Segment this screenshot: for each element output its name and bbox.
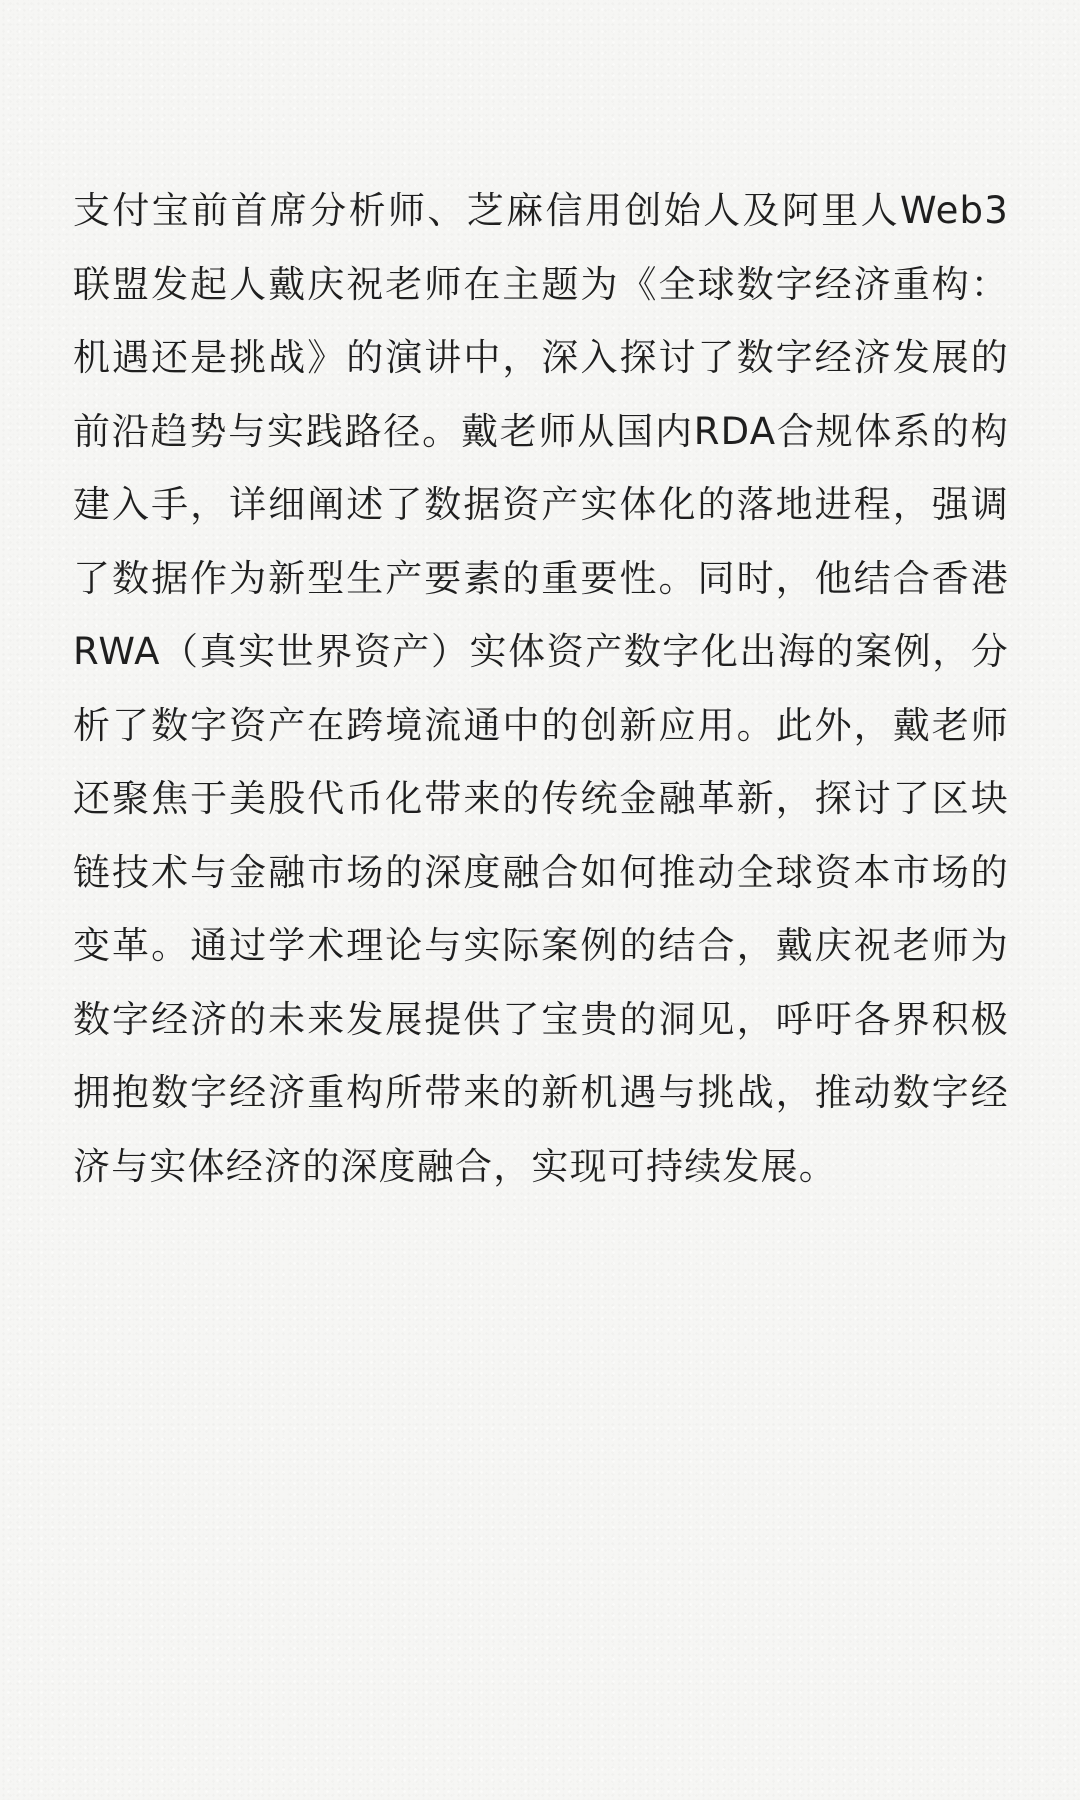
article-body: 支付宝前首席分析师、芝麻信用创始人及阿里人Web3联盟发起人戴庆祝老师在主题为《全球数字经济重构：机遇还是挑战》的演讲中，深入探讨了数字经济发展的前沿趋势与实践路径。戴老师从国内RDA合规体系的构建入手，详细阐述了数据资产实体化的落地进程，强调了数据作为新型生产要素的重要性。同时，他结合香港RWA（真实世界资产）实体资产数字化出海的案例，分析了数字资产在跨境流通中的创新应用。此外，戴老师还聚焦于美股代币化带来的传统金融革新，探讨了区块链技术与金融市场的深度融合如何推动全球资本市场的变革。通过学术理论与实际案例的结合，戴庆祝老师为数字经济的未来发展提供了宝贵的洞见，呼吁各界积极拥抱数字经济重构所带来的新机遇与挑战，推动数字经济与实体经济的深度融合，实现可持续发展。 [73,189,1009,1188]
